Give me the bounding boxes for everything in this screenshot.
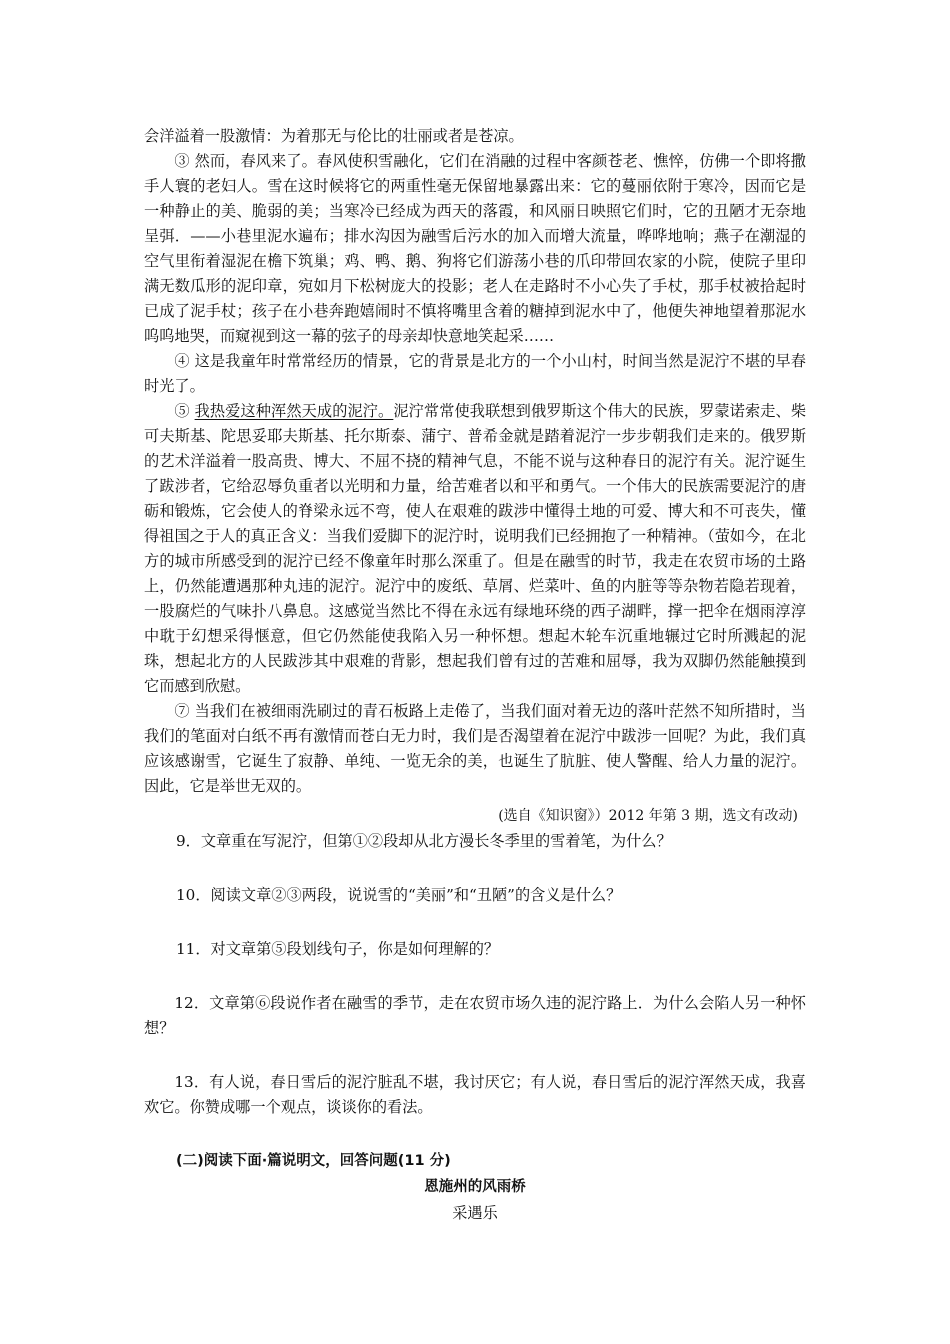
question-10: 10．阅读文章②③两段，说说雪的“美丽”和“丑陋”的含义是什么？ [176,886,622,904]
question-13: 13．有人说，春日雪后的泥泞脏乱不堪，我讨厌它；有人说，春日雪后的泥泞浑然天成，我喜欢它。你赞成哪一个观点，谈谈你的看法。 [144,1073,806,1116]
question-11: 11．对文章第⑤段划线句子，你是如何理解的？ [176,940,500,958]
passage-source: (选自《知识窗》）2012 年第 3 期，选文有改动) [498,808,798,824]
passage-paragraph-5 [144,399,806,699]
underlined-sentence: 我热爱这种浑然天成的泥泞。 [194,402,394,420]
section-2-heading: (二)阅读下面·篇说明文，回答问题(11 分) [176,1153,451,1169]
passage-paragraph-7: ⑦ 当我们在被细雨洗刷过的青石板路上走倦了，当我们面对着无边的落叶茫然不知所措时，当我们的笔面对白纸不再有激情而苍白无力时，我们是否渴望着在泥泞中跋涉一回呢？为此，我们真应该感谢雪，它诞生了寂静、单纯、一览无余的美，也诞生了肮脏、使人警醒、给人力量的泥泞。因此，它是举世无双的。 [144,702,806,795]
paragraph-5-text: 泥泞常常使我联想到俄罗斯这个伟大的民族，罗蒙诺索走、柴可夫斯基、陀思妥耶夫斯基、托尔斯泰、蒲宁、普希金就是踏着泥泞一步步朝我们走来的。俄罗斯的艺术洋溢着一股高贵、博大、不屈不挠的精神气息，不能不说与这种春日的泥泞有关。泥泞诞生了跋涉者，它给忍辱负重者以光明和力量，给苦难者以和平和勇气。一个伟大的民族需要泥泞的唐砺和锻炼，它会使人的脊梁永远不弯，使人在艰难的跋涉中懂得土地的可爱、博大和不可丧失，懂得祖国之于人的真正含义：当我们爱脚下的泥泞时，说明我们已经拥抱了一种精神。（萤如今，在北方的城市所感受到的泥泞已经不像童年时那么深重了。但是在融雪的时节，我走在农贸市场的土路上，仍然能遭遇那种丸违的泥泞。泥泞中的废纸、草屑、烂菜叶、鱼的内脏等等杂物若隐若现着，一股腐烂的气味扑八鼻息。这感觉当然比不得在永远有绿地环绕的西子湖畔，撑一把伞在烟雨淳淳中耽于幻想采得惬意，但它仍然能使我陷入另一种怀想。想起木轮车沉重地辗过它时所溅起的泥珠，想起北方的人民跋涉其中艰难的背影，想起我们曾有过的苦难和屈辱，我为双脚仍然能触摸到它而感到欣慰。 [144,402,807,695]
passage-line-continued: 会洋溢着一股激情：为着那无与伦比的壮丽或者是苍凉。 [144,127,524,145]
document-page [144,124,806,1226]
question-12: 12．文章第⑥段说作者在融雪的季节，走在农贸市场久违的泥泞路上．为什么会陷人另一种怀想？ [144,994,806,1037]
paragraph-5-number: ⑤ [174,402,195,420]
passage-paragraph-3: ③ 然而，春风来了。春风使积雪融化，它们在消融的过程中客颜苍老、憔悴，仿佛一个即将撒手人寰的老妇人。雪在这时候将它的两重性毫无保留地暴露出来：它的蔓丽依附于寒冷，因而它是一种静止的美、脆弱的美；当寒冷已经成为西天的落霞，和风丽日映照它们时，它的丑陋才无奈地呈弭．——小巷里泥水遍布；排水沟因为融雪后污水的加入而增大流量，哗哗地响；燕子在潮湿的空气里衔着湿泥在檐下筑巢；鸡、鸭、鹅、狗将它们游荡小巷的爪印带回农家的小院，使院子里印满无数瓜形的泥印章，宛如月下松树庞大的投影；老人在走路时不小心失了手杖，那手杖被拾起时已成了泥手杖；孩子在小巷奔跑嬉闹时不慎将嘴里含着的糖掉到泥水中了，他便失神地望着那泥水呜呜地哭，而窥视到这一幕的弦子的母亲却快意地笑起采…… [144,152,806,345]
question-9: 9．文章重在写泥泞，但第①②段却从北方漫长冬季里的雪着笔，为什么？ [176,832,672,850]
article-author: 采遇乐 [452,1204,498,1222]
passage-paragraph-4: ④ 这是我童年时常常经历的情景，它的背景是北方的一个小山村，时间当然是泥泞不堪的早春时光了。 [144,352,806,395]
article-title: 恩施州的风雨桥 [424,1179,526,1195]
